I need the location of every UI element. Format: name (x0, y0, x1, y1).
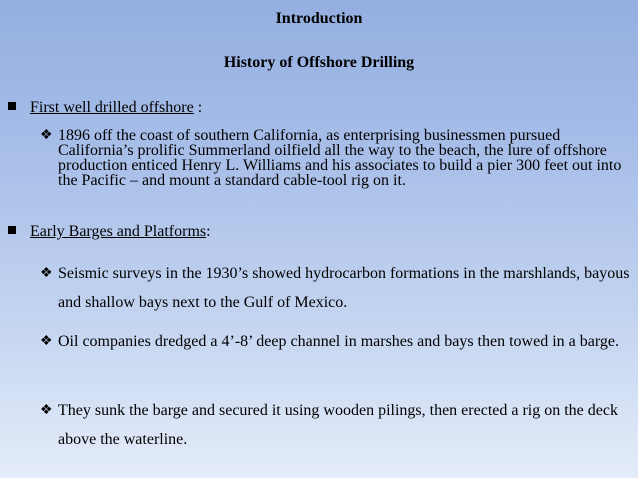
diamond-bullet-icon: ❖ (40, 403, 53, 418)
list-item (40, 327, 632, 356)
slide-subtitle: History of Offshore Drilling (223, 54, 415, 71)
list-item (40, 396, 632, 454)
section-heading-suffix: : (206, 223, 211, 240)
diamond-bullet-icon: ❖ (40, 128, 53, 143)
list-item-text: Seismic surveys in the 1930’s showed hydrocarbon formations in the marshlands, bayous and shallow bays next to the Gulf of Mexico. (58, 265, 630, 311)
section-heading: First well drilled offshore (30, 99, 194, 116)
diamond-bullet-icon: ❖ (40, 334, 53, 349)
list-item-text: Oil companies dredged a 4’-8’ deep channel in marshes and bays then towed in a barge. (58, 333, 619, 350)
list-item-text: 1896 off the coast of southern California, as enterprising businessmen pursued California’s prolific Summerland oilfield all the way to the beach, the lure of offshore production enticed Henry L. Williams and his associates to build a pier 300 feet out into the Pacific – and mount a standard cable-tool rig on it. (58, 127, 622, 189)
list-item (40, 259, 632, 317)
section-heading-suffix: : (193, 99, 203, 116)
section-first-well (8, 98, 202, 118)
list-item (40, 128, 632, 188)
list-item-text: They sunk the barge and secured it using wooden pilings, then erected a rig on the deck above the waterline. (58, 402, 618, 448)
slide-title: Introduction (275, 10, 363, 27)
section-heading: Early Barges and Platforms (30, 223, 207, 240)
square-bullet-icon (8, 226, 16, 234)
diamond-bullet-icon: ❖ (40, 266, 53, 281)
section-early-barges (8, 222, 211, 242)
square-bullet-icon (8, 102, 16, 110)
